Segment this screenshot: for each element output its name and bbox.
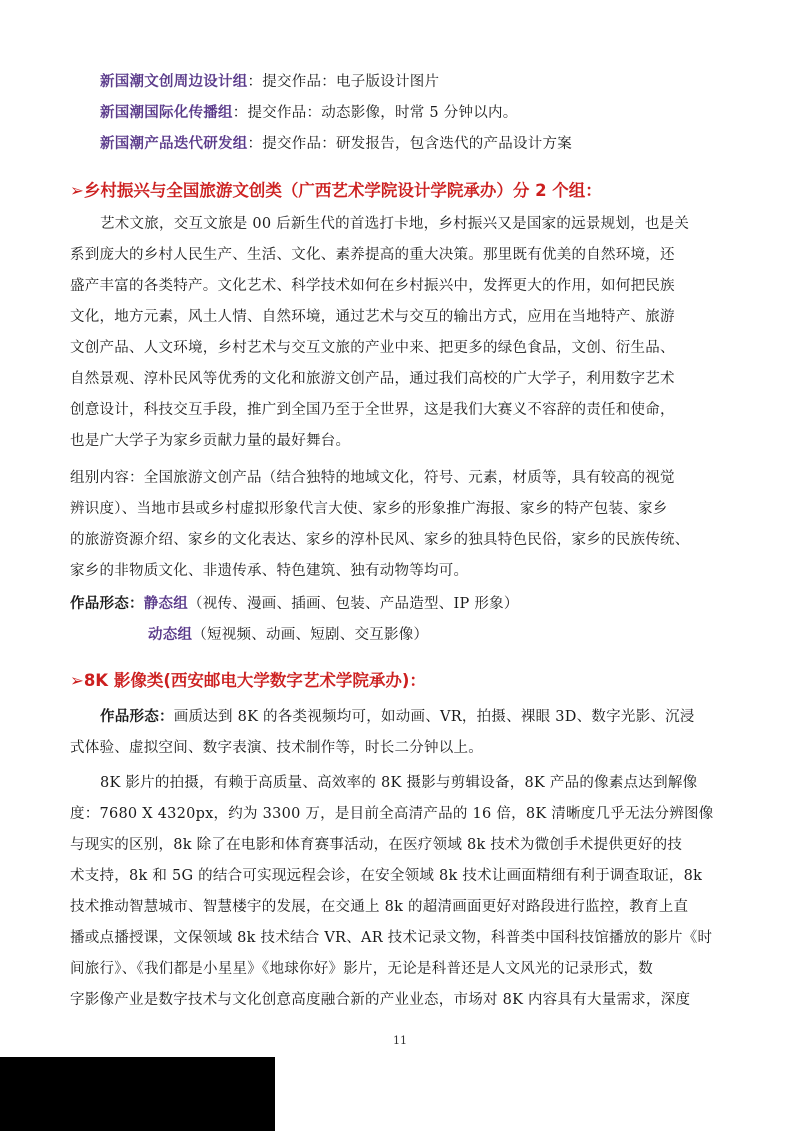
paragraph-line: 度：7680 X 4320px，约为 3300 万，是目前全高清产品的 16 倍，8K 清晰度几乎无法分辨图像: [70, 806, 714, 822]
form-line: [100, 707, 730, 727]
form-label: 作品形态：: [100, 709, 174, 725]
dynamic-group-line: [148, 625, 800, 645]
paragraph-line: 技术推动智慧城市、智慧楼宇的发展，在交通上 8k 的超清画面更好对路段进行监控，教育上直: [70, 899, 689, 915]
group-content-line: 辨识度）、当地市县或乡村虚拟形象代言大使、家乡的形象推广海报、家乡的特产包装、家乡: [70, 501, 668, 517]
form-text: 画质达到 8K 的各类视频均可，如动画、VR，拍摄、裸眼 3D、数字光影、沉浸: [173, 709, 695, 725]
group-text: ：提交作品：研发报告，包含迭代的产品设计方案: [247, 136, 572, 152]
group-line-1: [100, 72, 730, 92]
paragraph-line: 文化，地方元素，风土人情、自然环境，通过艺术与交互的输出方式，应用在当地特产、旅游: [70, 309, 675, 325]
group-content-line: 组别内容：全国旅游文创产品（结合独特的地域文化，符号、元素，材质等，具有较高的视觉: [70, 470, 675, 486]
group-name: 新国潮国际化传播组: [100, 105, 233, 121]
redaction-box: [0, 1057, 275, 1131]
paragraph-line: 也是广大学子为家乡贡献力量的最好舞台。: [70, 433, 351, 449]
static-group-line: [70, 594, 730, 614]
paragraph-line: 术支持，8k 和 5G 的结合可实现远程会诊，在安全领域 8k 技术让画面精细有利于调查取证，8k: [70, 868, 703, 884]
paragraph-line: 播或点播授课，文保领域 8k 技术结合 VR、AR 技术记录文物，科普类中国科技馆播放的影片《时: [70, 930, 713, 946]
static-group-name: 静态组: [143, 596, 188, 612]
form-label: 作品形态：: [70, 596, 144, 612]
dynamic-group-name: 动态组: [148, 627, 193, 643]
paragraph-line: 与现实的区别，8k 除了在电影和体育赛事活动，在医疗领域 8k 技术为微创手术提供更好的技: [70, 837, 683, 853]
page-number: 11: [393, 1034, 407, 1047]
section-heading-8k: ➢8K 影像类(西安邮电大学数字艺术学院承办)：: [70, 671, 426, 690]
group-text: ：提交作品：动态影像，时常 5 分钟以内。: [232, 105, 518, 121]
group-content-line: 的旅游资源介绍、家乡的文化表达、家乡的淳朴民风、家乡的独具特色民俗，家乡的民族传统、: [70, 532, 690, 548]
group-name: 新国潮产品迭代研发组: [100, 136, 248, 152]
paragraph-line: 系到庞大的乡村人民生产、生活、文化、素养提高的重大决策。那里既有优美的自然环境，还: [70, 247, 675, 263]
paragraph-line: 艺术文旅，交互文旅是 00 后新生代的首选打卡地，乡村振兴又是国家的远景规划，也是关: [100, 216, 690, 232]
paragraph-line: 盛产丰富的各类特产。文化艺术、科学技术如何在乡村振兴中，发挥更大的作用，如何把民族: [70, 278, 675, 294]
static-group-text: （视传、漫画、插画、包装、产品造型、IP 形象）: [188, 596, 519, 612]
paragraph-line: 字影像产业是数字技术与文化创意高度融合新的产业业态，市场对 8K 内容具有大量需求，深度: [70, 992, 691, 1008]
group-name: 新国潮文创周边设计组: [100, 74, 248, 90]
paragraph-line: 文创产品、人文环境，乡村艺术与交互文旅的产业中来、把更多的绿色食品，文创、衍生品、: [70, 340, 675, 356]
group-text: ：提交作品：电子版设计图片: [247, 74, 440, 90]
form-line-2: 式体验、虚拟空间、数字表演、技术制作等，时长二分钟以上。: [70, 740, 483, 756]
paragraph-line: 创意设计，科技交互手段，推广到全国乃至于全世界，这是我们大赛义不容辞的责任和使命，: [70, 402, 675, 418]
group-line-3: [100, 134, 730, 154]
paragraph-line: 8K 影片的拍摄，有赖于高质量、高效率的 8K 摄影与剪辑设备，8K 产品的像素点达到解像: [100, 775, 698, 791]
paragraph-line: 自然景观、淳朴民风等优秀的文化和旅游文创产品，通过我们高校的广大学子，利用数字艺术: [70, 371, 675, 387]
dynamic-group-text: （短视频、动画、短剧、交互影像）: [192, 627, 429, 643]
group-line-2: [100, 103, 730, 123]
group-content-line: 家乡的非物质文化、非遗传承、特色建筑、独有动物等均可。: [70, 563, 469, 579]
paragraph-line: 间旅行》、《我们都是小星星》《地球你好》影片，无论是科普还是人文风光的记录形式，数: [70, 961, 653, 977]
section-heading-rural-revitalization: ➢乡村振兴与全国旅游文创类（广西艺术学院设计学院承办）分 2 个组：: [70, 181, 602, 200]
